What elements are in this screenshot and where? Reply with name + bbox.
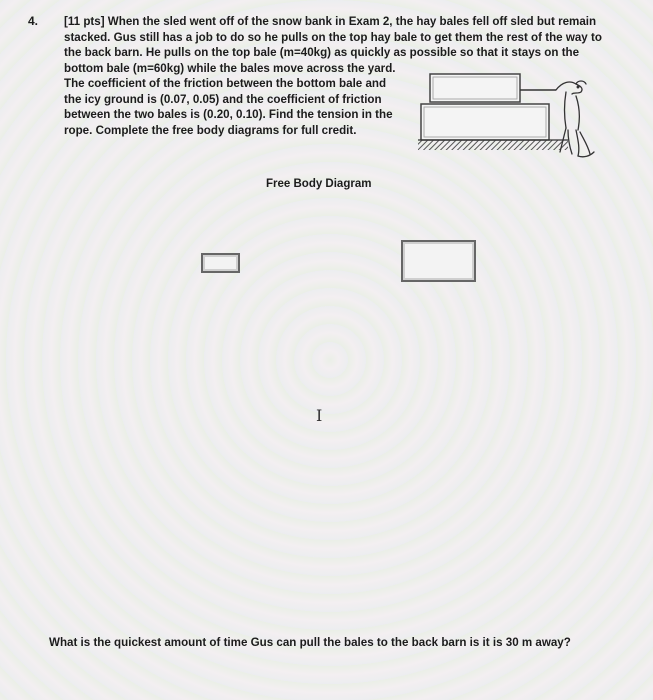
text-cursor-icon: I — [316, 406, 323, 425]
dog-icon — [556, 81, 594, 157]
icy-ground — [418, 140, 568, 150]
question-number: 4. — [28, 14, 39, 28]
fbd-box-bottom-bale[interactable] — [401, 240, 476, 282]
followup-question: What is the quickest amount of time Gus can pull the bales to the back barn is it is 30 m away? — [49, 636, 571, 649]
hay-bale-diagram — [418, 70, 608, 170]
question-line: [11 pts] When the sled went off of the snow bank in Exam 2, the hay bales fell off sled but remain — [64, 15, 597, 28]
top-bale — [430, 74, 520, 102]
fbd-box-top-bale[interactable] — [201, 253, 240, 273]
question-line: between the two bales is (0.20, 0.10). Find the tension in the — [64, 108, 393, 121]
question-line: the icy ground is (0.07, 0.05) and the coefficient of friction — [64, 92, 382, 106]
question-line: stacked. Gus still has a job to do so he pulls on the top hay bale to get them the rest of the way to — [64, 30, 602, 44]
question-line: bottom bale (m=60kg) while the bales move across the yard. — [64, 61, 396, 75]
fbd-title: Free Body Diagram — [266, 178, 372, 190]
question-line: rope. Complete the free body diagrams for full credit. — [64, 123, 357, 137]
bottom-bale — [421, 104, 549, 140]
question-line: The coefficient of the friction between the bottom bale and — [64, 77, 387, 90]
question-line: the back barn. He pulls on the top bale (m=40kg) as quickly as possible so that it stays on the — [64, 46, 580, 59]
